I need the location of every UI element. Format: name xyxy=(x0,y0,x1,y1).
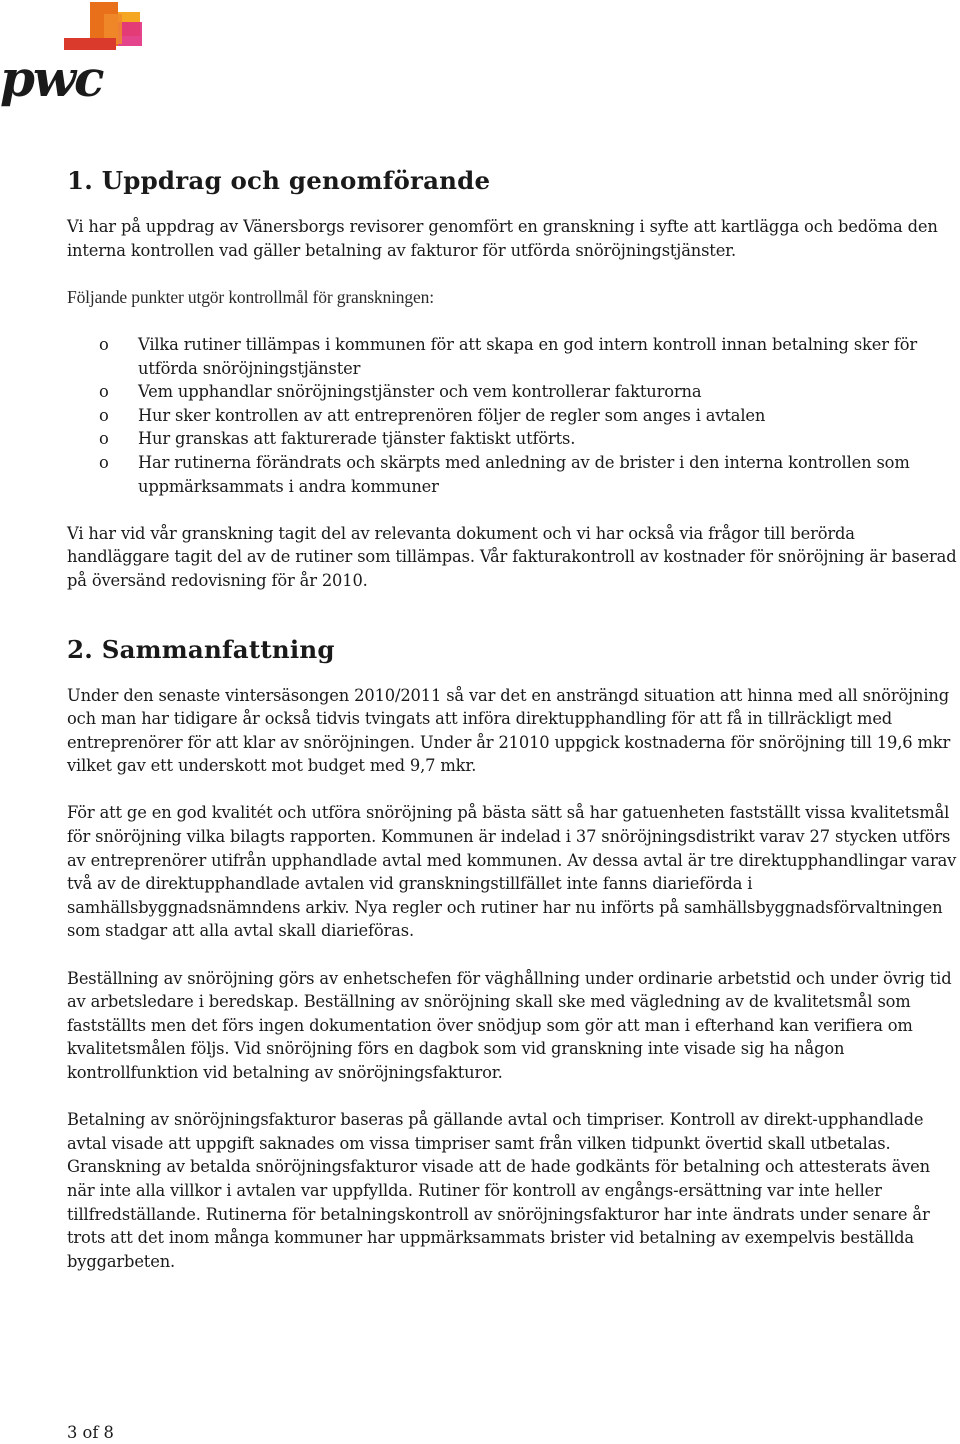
bullet-marker: o xyxy=(99,334,109,354)
bullet-marker: o xyxy=(99,452,109,472)
page-number: 3 of 8 xyxy=(67,1423,114,1442)
list-item-text: Har rutinerna förändrats och skärpts med anledning av de brister i den interna kontrollen som uppmärksammats i andra kommuner xyxy=(138,452,910,496)
section-2-paragraph: Under den senaste vintersäsongen 2010/2011 så var det en ansträngd situation att hinna med all snöröjning och man har tidigare år också tidvis tvingats att införa direktupphandling för att få in tillräckligt med entreprenörer för att klar av snöröjningen. Under år 21010 uppgick kostnaderna för snöröjning till 19,6 mkr vilket gav ett underskott mot budget med 9,7 mkr. xyxy=(67,685,951,776)
list-item-text: Vem upphandlar snöröjningstjänster och vem kontrollerar fakturorna xyxy=(138,382,702,402)
section-1-heading: 1. Uppdrag och genomförande xyxy=(67,166,491,195)
section-2-paragraph: Beställning av snöröjning görs av enhetschefen för väghållning under ordinarie arbetstid och under övrig tid av arbetsledare i beredskap. Beställning av snöröjning skall ske med vägledning av de kvalitetsmål som fastställts men det förs ingen dokumentation över snödjup som gör att man i efterhand kan verifiera om kvalitetsmålen följs. Vid snöröjning förs en dagbok som vid granskning inte visade sig ha någon kontrollfunktion vid betalning av snöröjningsfakturor. xyxy=(67,968,952,1082)
bullet-marker: o xyxy=(99,405,109,425)
pwc-logo xyxy=(0,0,150,112)
list-item xyxy=(67,404,957,428)
section-2-heading: 2. Sammanfattning xyxy=(67,634,335,664)
document-body xyxy=(67,164,957,1297)
list-item xyxy=(67,333,957,380)
logo-text: pwc xyxy=(0,49,103,108)
section-1-lead: Följande punkter utgör kontrollmål för granskningen: xyxy=(67,286,434,307)
section-2-paragraph: För att ge en god kvalitét och utföra snöröjning på bästa sätt så har gatuenheten fastställt vissa kvalitetsmål för snöröjning vilka bilagts rapporten. Kommunen är indelad i 37 snöröjningsdistrikt varav 27 stycken utförs av entreprenörer utifrån upphandlade avtal med kommunen. Av dessa avtal är tre direktupphandlingar varav två av de direktupphandlade avtalen vid granskningstillfället inte fanns diarieförda i samhällsbyggnadsnämndens arkiv. Nya regler och rutiner har nu införts på samhällsbyggnadsförvaltningen som stadgar att alla avtal skall diarieföras. xyxy=(67,803,957,941)
list-item xyxy=(67,380,957,404)
list-item xyxy=(67,427,957,451)
section-2-paragraph: Betalning av snöröjningsfakturor baseras på gällande avtal och timpriser. Kontroll av direkt-upphandlade avtal visade att uppgift saknades om vissa timpriser samt från vilken tidpunkt övertid skall utbetalas. Granskning av betalda snöröjningsfakturor visade att de hade godkänts för betalning och attesterats även när inte alla villkor i avtalen var uppfyllda. Rutiner för kontroll av engångs-ersättning var inte heller tillfredställande. Rutinerna för betalningskontroll av snöröjningsfakturor har inte ändrats under senare år trots att det inom många kommuner har uppmärksammats brister vid betalning av exempelvis beställda byggarbeten. xyxy=(67,1110,930,1271)
list-item-text: Hur granskas att fakturerade tjänster faktiskt utförts. xyxy=(138,429,576,449)
bullet-marker: o xyxy=(99,429,109,449)
bullet-marker: o xyxy=(99,382,109,402)
section-1-method: Vi har vid vår granskning tagit del av relevanta dokument och vi har också via frågor till berörda handläggare tagit del av de rutiner som tillämpas. Vår fakturakontroll av kostnader för snöröjning är baserad på översänd redovisning för år 2010. xyxy=(67,523,957,590)
control-objectives-list xyxy=(67,333,957,498)
section-1-intro: Vi har på uppdrag av Vänersborgs revisorer genomfört en granskning i syfte att kartlägga och bedöma den interna kontrollen vad gäller betalning av fakturor för utförda snöröjningstjänster. xyxy=(67,217,938,260)
list-item xyxy=(67,451,957,498)
list-item-text: Vilka rutiner tillämpas i kommunen för att skapa en god intern kontroll innan betalning sker för utförda snöröjningstjänster xyxy=(138,334,918,378)
pwc-logo-mark xyxy=(0,0,150,112)
list-item-text: Hur sker kontrollen av att entreprenören följer de regler som anges i avtalen xyxy=(138,405,766,425)
